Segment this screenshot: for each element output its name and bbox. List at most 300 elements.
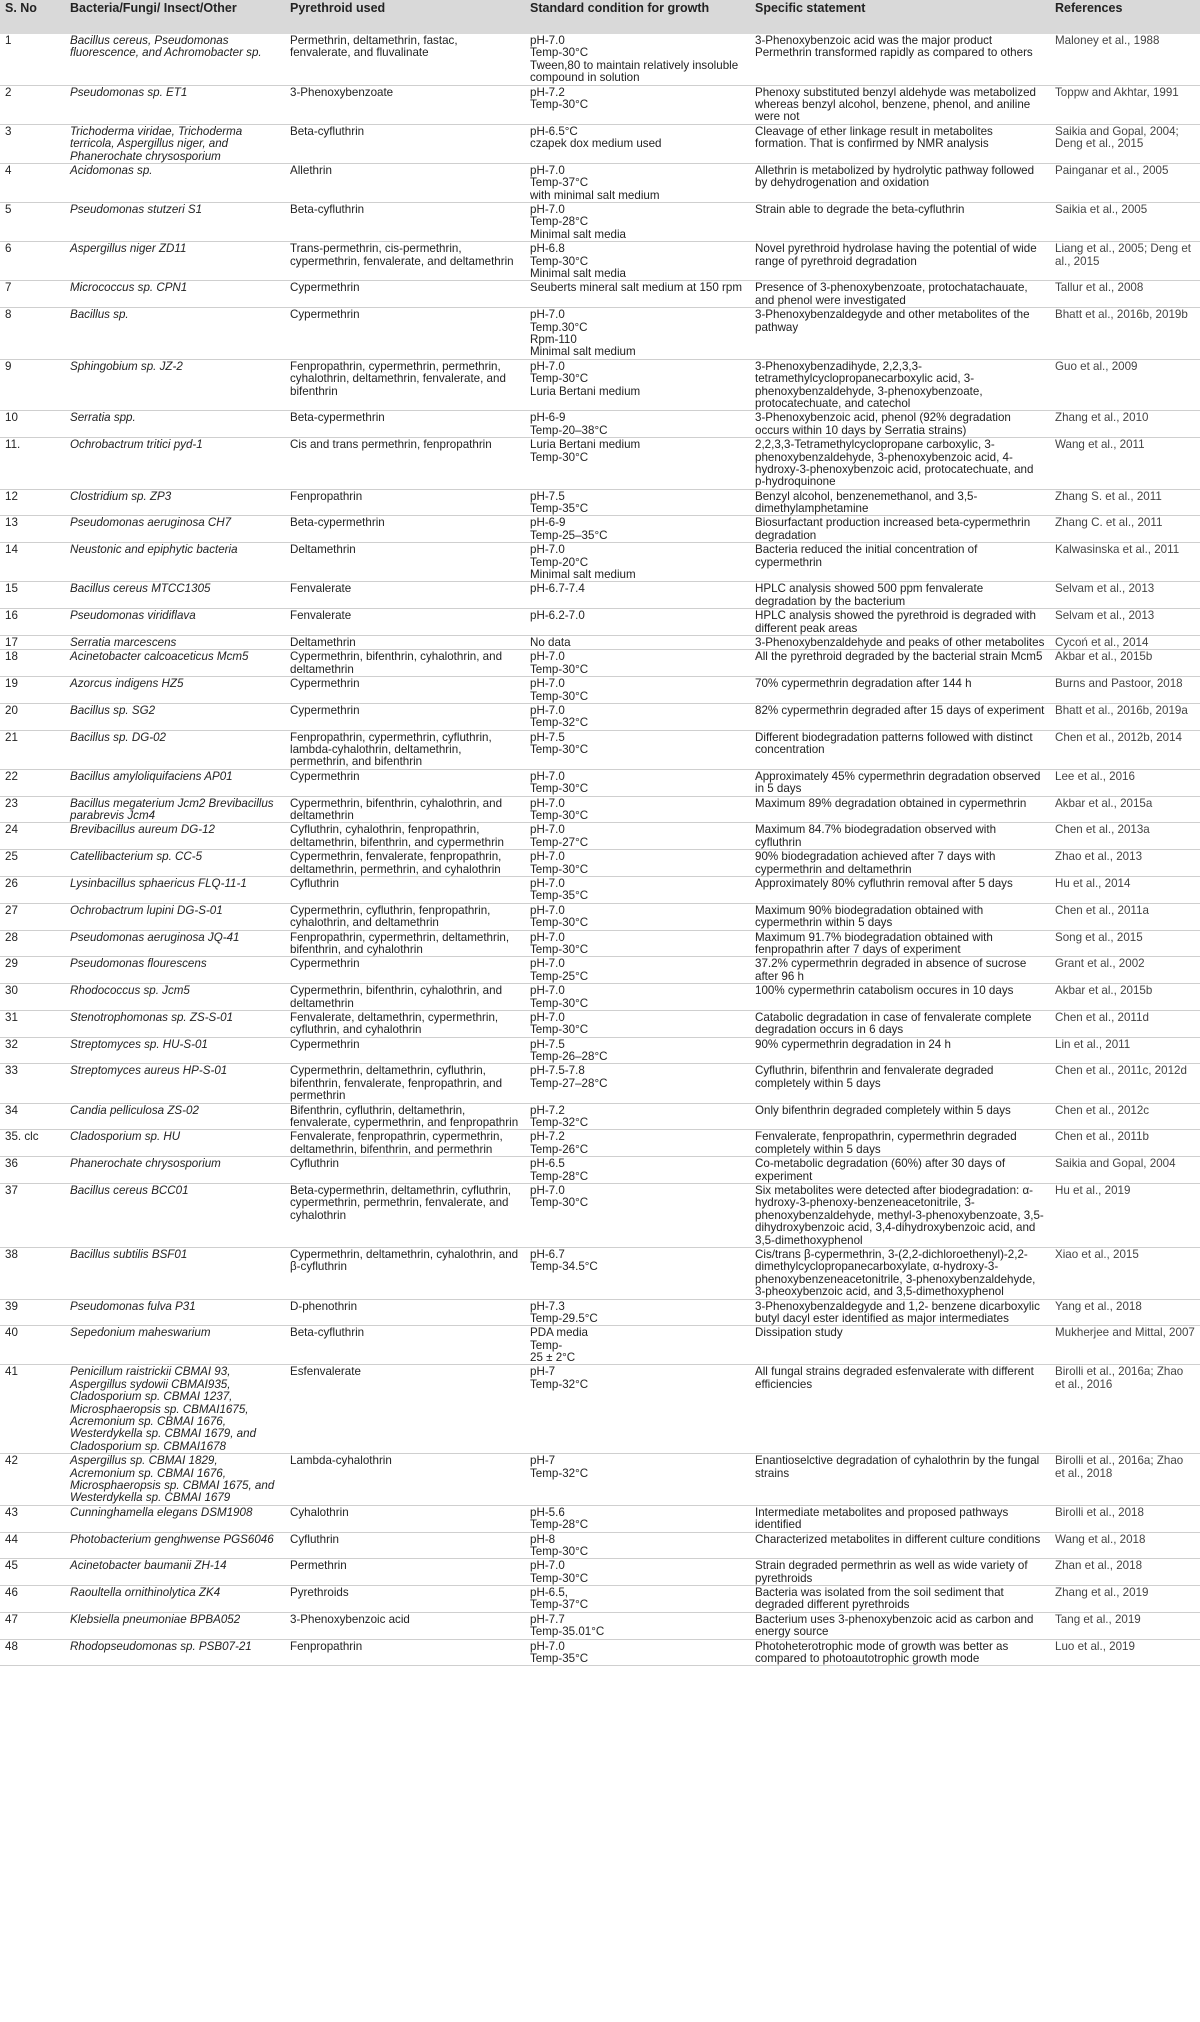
table-row — [0, 1299, 1200, 1326]
cell-reference: Song et al., 2015 — [1050, 930, 1200, 957]
cell-organism: Photobacterium genghwense PGS6046 — [65, 1532, 285, 1559]
cell-reference: Zhao et al., 2013 — [1050, 850, 1200, 877]
cell-pyrethroid: Cypermethrin, deltamethrin, cyfluthrin, bifenthrin, fenvalerate, fenpropathrin, and permethrin — [285, 1064, 525, 1103]
cell-organism: Bacillus cereus BCC01 — [65, 1183, 285, 1247]
table-row — [0, 1454, 1200, 1506]
table-row — [0, 677, 1200, 704]
table-row — [0, 1326, 1200, 1365]
cell-pyrethroid: Cypermethrin — [285, 703, 525, 730]
cell-statement: Catabolic degradation in case of fenvalerate complete degradation occurs in 6 days — [750, 1010, 1050, 1037]
cell-statement: Bacteria reduced the initial concentration of cypermethrin — [750, 543, 1050, 582]
cell-sno: 46 — [0, 1586, 65, 1613]
cell-pyrethroid: Cypermethrin, bifenthrin, cyhalothrin, and deltamethrin — [285, 650, 525, 677]
cell-statement: Only bifenthrin degraded completely within 5 days — [750, 1103, 1050, 1130]
cell-pyrethroid: Pyrethroids — [285, 1586, 525, 1613]
cell-statement: Photoheterotrophic mode of growth was better as compared to photoautotrophic growth mode — [750, 1639, 1050, 1666]
cell-reference: Akbar et al., 2015b — [1050, 984, 1200, 1011]
cell-pyrethroid: Deltamethrin — [285, 635, 525, 649]
cell-statement: Presence of 3-phenoxybenzoate, protochatachauate, and phenol were investigated — [750, 281, 1050, 308]
cell-organism: Rhodococcus sp. Jcm5 — [65, 984, 285, 1011]
cell-pyrethroid: 3-Phenoxybenzoic acid — [285, 1612, 525, 1639]
cell-sno: 9 — [0, 359, 65, 411]
cell-sno: 42 — [0, 1454, 65, 1506]
table-row — [0, 1532, 1200, 1559]
cell-pyrethroid: Fenpropathrin — [285, 489, 525, 516]
table-row — [0, 635, 1200, 649]
cell-condition: pH-7.0 Temp-30°C — [525, 677, 750, 704]
table-row — [0, 769, 1200, 796]
cell-condition: pH-6.8 Temp-30°C Minimal salt media — [525, 242, 750, 281]
cell-statement: Characterized metabolites in different culture conditions — [750, 1532, 1050, 1559]
table-row — [0, 203, 1200, 242]
cell-condition: pH-7.0 Temp-20°C Minimal salt medium — [525, 543, 750, 582]
cell-pyrethroid: Permethrin — [285, 1559, 525, 1586]
cell-pyrethroid: Fenpropathrin — [285, 1639, 525, 1666]
cell-sno: 47 — [0, 1612, 65, 1639]
cell-pyrethroid: Esfenvalerate — [285, 1365, 525, 1454]
table-row — [0, 1559, 1200, 1586]
cell-pyrethroid: Cis and trans permethrin, fenpropathrin — [285, 438, 525, 490]
cell-statement: Maximum 91.7% biodegradation obtained with fenpropathrin after 7 days of experiment — [750, 930, 1050, 957]
cell-pyrethroid: Beta-cypermethrin, deltamethrin, cyfluthrin, cypermethrin, permethrin, fenvalerate, and cyhalothrin — [285, 1183, 525, 1247]
table-row — [0, 650, 1200, 677]
cell-statement: Cis/trans β-cypermethrin, 3-(2,2-dichloroethenyl)-2,2-dimethylcyclopropanecarboxylate, α-hydroxy-3-phenoxybenzeneacetonitrile, 3-phenoxybenzaldehyde, 3-pheoxybenzoic acid, and 3,5-dimethoxyphenol — [750, 1247, 1050, 1299]
cell-reference: Saikia et al., 2005 — [1050, 203, 1200, 242]
cell-organism: Bacillus subtilis BSF01 — [65, 1247, 285, 1299]
cell-organism: Bacillus cereus, Pseudomonas fluorescence, and Achromobacter sp. — [65, 34, 285, 85]
cell-sno: 45 — [0, 1559, 65, 1586]
cell-pyrethroid: 3-Phenoxybenzoate — [285, 85, 525, 124]
cell-sno: 7 — [0, 281, 65, 308]
cell-sno: 19 — [0, 677, 65, 704]
cell-condition: pH-7.0 Temp-32°C — [525, 703, 750, 730]
table-row — [0, 1130, 1200, 1157]
cell-organism: Catellibacterium sp. CC-5 — [65, 850, 285, 877]
cell-statement: Phenoxy substituted benzyl aldehyde was metabolized whereas benzyl alcohol, benzene, phenol, and aniline were not — [750, 85, 1050, 124]
cell-sno: 44 — [0, 1532, 65, 1559]
cell-sno: 13 — [0, 516, 65, 543]
cell-sno: 26 — [0, 877, 65, 904]
cell-statement: 90% cypermethrin degradation in 24 h — [750, 1037, 1050, 1064]
cell-organism: Micrococcus sp. CPN1 — [65, 281, 285, 308]
cell-pyrethroid: Deltamethrin — [285, 543, 525, 582]
cell-sno: 16 — [0, 609, 65, 636]
cell-statement: Cyfluthrin, bifenthrin and fenvalerate degraded completely within 5 days — [750, 1064, 1050, 1103]
cell-pyrethroid: D-phenothrin — [285, 1299, 525, 1326]
table-row — [0, 957, 1200, 984]
cell-statement: Dissipation study — [750, 1326, 1050, 1365]
cell-statement: 3-Phenoxybenzaldegyde and 1,2- benzene dicarboxylic butyl dacyl ester identified as major intermediates — [750, 1299, 1050, 1326]
table-row — [0, 703, 1200, 730]
cell-pyrethroid: Cyfluthrin — [285, 1157, 525, 1184]
cell-pyrethroid: Cyfluthrin — [285, 877, 525, 904]
cell-organism: Ochrobactrum lupini DG-S-01 — [65, 903, 285, 930]
cell-organism: Cunninghamella elegans DSM1908 — [65, 1505, 285, 1532]
table-row — [0, 609, 1200, 636]
cell-condition: pH-6.7-7.4 — [525, 582, 750, 609]
cell-organism: Streptomyces aureus HP-S-01 — [65, 1064, 285, 1103]
table-row — [0, 1247, 1200, 1299]
cell-sno: 22 — [0, 769, 65, 796]
cell-statement: 3-Phenoxybenzadihyde, 2,2,3,3-tetramethylcyclopropanecarboxylic acid, 3-phenoxybenzaldehyde, 3-phenoxybenzoate, protocatechuate, and catechol — [750, 359, 1050, 411]
cell-condition: pH-7.0 Temp.30°C Rpm-110 Minimal salt medium — [525, 308, 750, 360]
cell-sno: 10 — [0, 411, 65, 438]
cell-statement: Bacteria was isolated from the soil sediment that degraded different pyrethroids — [750, 1586, 1050, 1613]
cell-statement: 2,2,3,3-Tetramethylcyclopropane carboxylic, 3-phenoxybenzaldehyde, 3-phenoxybenzoic acid, 4-hydroxy-3-phenoxybenzoic acid, protocatechuate, and p-hydroquinone — [750, 438, 1050, 490]
cell-pyrethroid: Fenvalerate, deltamethrin, cypermethrin, cyfluthrin, and cyhalothrin — [285, 1010, 525, 1037]
cell-organism: Bacillus sp. — [65, 308, 285, 360]
cell-sno: 31 — [0, 1010, 65, 1037]
cell-condition: pH-7.0 Temp-30°C — [525, 796, 750, 823]
cell-statement: Approximately 45% cypermethrin degradation observed in 5 days — [750, 769, 1050, 796]
cell-sno: 35. clc — [0, 1130, 65, 1157]
cell-condition: pH-7.5 Temp-26–28°C — [525, 1037, 750, 1064]
cell-condition: pH-7.2 Temp-30°C — [525, 85, 750, 124]
cell-sno: 12 — [0, 489, 65, 516]
cell-sno: 8 — [0, 308, 65, 360]
cell-statement: Benzyl alcohol, benzenemethanol, and 3,5-dimethylamphetamine — [750, 489, 1050, 516]
cell-reference: Bhatt et al., 2016b, 2019b — [1050, 308, 1200, 360]
cell-sno: 34 — [0, 1103, 65, 1130]
cell-reference: Saikia and Gopal, 2004 — [1050, 1157, 1200, 1184]
cell-condition: pH-7.0 Temp-30°C — [525, 650, 750, 677]
header-sno: S. No — [0, 0, 65, 34]
cell-condition: Luria Bertani medium Temp-30°C — [525, 438, 750, 490]
cell-condition: pH-7 Temp-32°C — [525, 1454, 750, 1506]
cell-statement: Different biodegradation patterns followed with distinct concentration — [750, 730, 1050, 769]
cell-pyrethroid: Fenpropathrin, cypermethrin, deltamethrin, bifenthrin, and cyhalothrin — [285, 930, 525, 957]
cell-statement: Maximum 84.7% biodegradation observed with cyfluthrin — [750, 823, 1050, 850]
cell-statement: 82% cypermethrin degraded after 15 days of experiment — [750, 703, 1050, 730]
table-row — [0, 984, 1200, 1011]
cell-pyrethroid: Cypermethrin, cyfluthrin, fenpropathrin, cyhalothrin, and deltamethrin — [285, 903, 525, 930]
cell-sno: 4 — [0, 163, 65, 202]
cell-reference: Birolli et al., 2016a; Zhao et al., 2018 — [1050, 1454, 1200, 1506]
cell-reference: Tang et al., 2019 — [1050, 1612, 1200, 1639]
cell-pyrethroid: Fenvalerate — [285, 609, 525, 636]
cell-reference: Zhang C. et al., 2011 — [1050, 516, 1200, 543]
cell-organism: Rhodopseudomonas sp. PSB07-21 — [65, 1639, 285, 1666]
cell-reference: Chen et al., 2011c, 2012d — [1050, 1064, 1200, 1103]
cell-reference: Maloney et al., 1988 — [1050, 34, 1200, 85]
table-row — [0, 730, 1200, 769]
cell-condition: pH-7.2 Temp-32°C — [525, 1103, 750, 1130]
cell-reference: Luo et al., 2019 — [1050, 1639, 1200, 1666]
cell-pyrethroid: Beta-cyfluthrin — [285, 124, 525, 163]
cell-condition: pH-7.0 Temp-30°C — [525, 1183, 750, 1247]
cell-condition: Seuberts mineral salt medium at 150 rpm — [525, 281, 750, 308]
cell-statement: Cleavage of ether linkage result in metabolites formation. That is confirmed by NMR analysis — [750, 124, 1050, 163]
cell-condition: pH-7.0 Temp-30°C — [525, 903, 750, 930]
cell-sno: 24 — [0, 823, 65, 850]
cell-reference: Chen et al., 2013a — [1050, 823, 1200, 850]
table-row — [0, 438, 1200, 490]
cell-statement: Maximum 89% degradation obtained in cypermethrin — [750, 796, 1050, 823]
cell-sno: 6 — [0, 242, 65, 281]
cell-pyrethroid: Lambda-cyhalothrin — [285, 1454, 525, 1506]
header-organism: Bacteria/Fungi/ Insect/Other — [65, 0, 285, 34]
cell-condition: pH-7.0 Temp-25°C — [525, 957, 750, 984]
cell-condition: pH-7.0 Temp-37°C with minimal salt medium — [525, 163, 750, 202]
cell-reference: Zhang et al., 2010 — [1050, 411, 1200, 438]
cell-sno: 30 — [0, 984, 65, 1011]
cell-pyrethroid: Cypermethrin, bifenthrin, cyhalothrin, and deltamethrin — [285, 984, 525, 1011]
table-row — [0, 1103, 1200, 1130]
cell-sno: 18 — [0, 650, 65, 677]
cell-reference: Saikia and Gopal, 2004; Deng et al., 2015 — [1050, 124, 1200, 163]
cell-statement: 3-Phenoxybenzoic acid was the major product Permethrin transformed rapidly as compared to others — [750, 34, 1050, 85]
cell-condition: pH-7.0 Temp-30°C — [525, 1010, 750, 1037]
cell-organism: Acinetobacter calcoaceticus Mcm5 — [65, 650, 285, 677]
cell-statement: Six metabolites were detected after biodegradation: α-hydroxy-3-phenoxy-benzeneacetonitrile, 3-phenoxybenzaldehyde, methyl-3-phenoxybenzoate, 3,5-dihydroxybenzoic acid, 3,4-dihydroxybenzoic acid, and 3,5-dimethoxyphenol — [750, 1183, 1050, 1247]
cell-reference: Chen et al., 2012b, 2014 — [1050, 730, 1200, 769]
cell-reference: Grant et al., 2002 — [1050, 957, 1200, 984]
table-row — [0, 1010, 1200, 1037]
header-statement: Specific statement — [750, 0, 1050, 34]
cell-statement: Co-metabolic degradation (60%) after 30 days of experiment — [750, 1157, 1050, 1184]
cell-organism: Trichoderma viridae, Trichoderma terricola, Aspergillus niger, and Phanerochate chrysosporium — [65, 124, 285, 163]
cell-organism: Aspergillus niger ZD11 — [65, 242, 285, 281]
cell-sno: 28 — [0, 930, 65, 957]
cell-organism: Aspergillus sp. CBMAI 1829, Acremonium sp. CBMAI 1676, Microsphaeropsis sp. CBMAI 1675, and Westerdykella sp. CBMAI 1679 — [65, 1454, 285, 1506]
cell-reference: Lee et al., 2016 — [1050, 769, 1200, 796]
table-row — [0, 489, 1200, 516]
table-row — [0, 1157, 1200, 1184]
cell-pyrethroid: Cypermethrin, bifenthrin, cyhalothrin, and deltamethrin — [285, 796, 525, 823]
cell-pyrethroid: Cyfluthrin, cyhalothrin, fenpropathrin, deltamethrin, bifenthrin, and cypermethrin — [285, 823, 525, 850]
cell-statement: Maximum 90% biodegradation obtained with cypermethrin within 5 days — [750, 903, 1050, 930]
cell-statement: Approximately 80% cyfluthrin removal after 5 days — [750, 877, 1050, 904]
cell-reference: Wang et al., 2011 — [1050, 438, 1200, 490]
table-row — [0, 1586, 1200, 1613]
cell-pyrethroid: Fenpropathrin, cypermethrin, cyfluthrin, lambda-cyhalothrin, deltamethrin, permethrin, and bifenthrin — [285, 730, 525, 769]
table-row — [0, 1365, 1200, 1454]
cell-organism: Pseudomonas viridiflava — [65, 609, 285, 636]
cell-statement: HPLC analysis showed the pyrethroid is degraded with different peak areas — [750, 609, 1050, 636]
cell-condition: pH-7 Temp-32°C — [525, 1365, 750, 1454]
cell-condition: pH-7.2 Temp-26°C — [525, 1130, 750, 1157]
cell-condition: pH-5.6 Temp-28°C — [525, 1505, 750, 1532]
table-row — [0, 1037, 1200, 1064]
cell-organism: Pseudomonas fulva P31 — [65, 1299, 285, 1326]
cell-pyrethroid: Beta-cypermethrin — [285, 516, 525, 543]
cell-organism: Bacillus amyloliquifaciens AP01 — [65, 769, 285, 796]
cell-pyrethroid: Cypermethrin — [285, 281, 525, 308]
table-row — [0, 1505, 1200, 1532]
cell-condition: pH-7.0 Temp-30°C Luria Bertani medium — [525, 359, 750, 411]
cell-organism: Pseudomonas aeruginosa JQ-41 — [65, 930, 285, 957]
cell-reference: Birolli et al., 2016a; Zhao et al., 2016 — [1050, 1365, 1200, 1454]
cell-reference: Painganar et al., 2005 — [1050, 163, 1200, 202]
table-row — [0, 1639, 1200, 1666]
cell-reference: Mukherjee and Mittal, 2007 — [1050, 1326, 1200, 1365]
cell-condition: No data — [525, 635, 750, 649]
cell-reference: Chen et al., 2011b — [1050, 1130, 1200, 1157]
cell-organism: Pseudomonas flourescens — [65, 957, 285, 984]
table-row — [0, 1064, 1200, 1103]
cell-condition: pH-7.0 Temp-30°C — [525, 850, 750, 877]
cell-reference: Xiao et al., 2015 — [1050, 1247, 1200, 1299]
cell-organism: Cladosporium sp. HU — [65, 1130, 285, 1157]
header-pyrethroid: Pyrethroid used — [285, 0, 525, 34]
cell-condition: pH-7.5 Temp-35°C — [525, 489, 750, 516]
cell-statement: 90% biodegradation achieved after 7 days with cypermethrin and deltamethrin — [750, 850, 1050, 877]
table-row — [0, 163, 1200, 202]
cell-pyrethroid: Beta-cyfluthrin — [285, 1326, 525, 1365]
cell-sno: 27 — [0, 903, 65, 930]
cell-statement: Enantioselctive degradation of cyhalothrin by the fungal strains — [750, 1454, 1050, 1506]
table-row — [0, 359, 1200, 411]
table-row — [0, 1612, 1200, 1639]
cell-condition: pH-7.7 Temp-35.01°C — [525, 1612, 750, 1639]
cell-sno: 17 — [0, 635, 65, 649]
cell-organism: Pseudomonas aeruginosa CH7 — [65, 516, 285, 543]
cell-condition: pH-7.5-7.8 Temp-27–28°C — [525, 1064, 750, 1103]
table-row — [0, 124, 1200, 163]
cell-organism: Serratia spp. — [65, 411, 285, 438]
cell-pyrethroid: Cypermethrin — [285, 957, 525, 984]
cell-organism: Stenotrophomonas sp. ZS-S-01 — [65, 1010, 285, 1037]
cell-condition: pH-7.0 Temp-35°C — [525, 877, 750, 904]
cell-reference: Hu et al., 2019 — [1050, 1183, 1200, 1247]
cell-organism: Serratia marcescens — [65, 635, 285, 649]
table-row — [0, 543, 1200, 582]
table-row — [0, 903, 1200, 930]
cell-pyrethroid: Cypermethrin — [285, 677, 525, 704]
cell-sno: 15 — [0, 582, 65, 609]
cell-pyrethroid: Cypermethrin — [285, 769, 525, 796]
cell-reference: Selvam et al., 2013 — [1050, 609, 1200, 636]
cell-pyrethroid: Cyhalothrin — [285, 1505, 525, 1532]
cell-reference: Tallur et al., 2008 — [1050, 281, 1200, 308]
cell-sno: 5 — [0, 203, 65, 242]
cell-pyrethroid: Cypermethrin, fenvalerate, fenpropathrin, deltamethrin, permethrin, and cyhalothrin — [285, 850, 525, 877]
cell-sno: 40 — [0, 1326, 65, 1365]
cell-sno: 38 — [0, 1247, 65, 1299]
table-row — [0, 823, 1200, 850]
table-row — [0, 34, 1200, 85]
cell-organism: Phanerochate chrysosporium — [65, 1157, 285, 1184]
cell-statement: Novel pyrethroid hydrolase having the potential of wide range of pyrethroid degradation — [750, 242, 1050, 281]
cell-pyrethroid: Cypermethrin, deltamethrin, cyhalothrin, and β-cyfluthrin — [285, 1247, 525, 1299]
cell-condition: pH-7.0 Temp-30°C — [525, 930, 750, 957]
cell-reference: Zhang et al., 2019 — [1050, 1586, 1200, 1613]
cell-reference: Burns and Pastoor, 2018 — [1050, 677, 1200, 704]
header-row — [0, 0, 1200, 34]
cell-condition: pH-7.0 Temp-30°C — [525, 984, 750, 1011]
cell-condition: pH-6.5 Temp-28°C — [525, 1157, 750, 1184]
cell-sno: 20 — [0, 703, 65, 730]
cell-organism: Brevibacillus aureum DG-12 — [65, 823, 285, 850]
cell-sno: 48 — [0, 1639, 65, 1666]
cell-sno: 43 — [0, 1505, 65, 1532]
cell-sno: 39 — [0, 1299, 65, 1326]
cell-condition: pH-7.0 Temp-27°C — [525, 823, 750, 850]
cell-sno: 37 — [0, 1183, 65, 1247]
cell-statement: 100% cypermethrin catabolism occures in 10 days — [750, 984, 1050, 1011]
cell-organism: Klebsiella pneumoniae BPBA052 — [65, 1612, 285, 1639]
cell-statement: Allethrin is metabolized by hydrolytic pathway followed by dehydrogenation and oxidation — [750, 163, 1050, 202]
cell-reference: Cycoń et al., 2014 — [1050, 635, 1200, 649]
cell-condition: pH-6.7 Temp-34.5°C — [525, 1247, 750, 1299]
cell-condition: pH-7.0 Temp-30°C — [525, 769, 750, 796]
cell-organism: Pseudomonas stutzeri S1 — [65, 203, 285, 242]
cell-organism: Pseudomonas sp. ET1 — [65, 85, 285, 124]
table-row — [0, 930, 1200, 957]
cell-condition: pH-6.2-7.0 — [525, 609, 750, 636]
cell-organism: Ochrobactrum tritici pyd-1 — [65, 438, 285, 490]
cell-reference: Chen et al., 2011d — [1050, 1010, 1200, 1037]
cell-pyrethroid: Fenvalerate — [285, 582, 525, 609]
cell-sno: 32 — [0, 1037, 65, 1064]
cell-sno: 29 — [0, 957, 65, 984]
cell-reference: Lin et al., 2011 — [1050, 1037, 1200, 1064]
cell-reference: Chen et al., 2011a — [1050, 903, 1200, 930]
cell-sno: 25 — [0, 850, 65, 877]
cell-condition: pH-7.0 Temp-28°C Minimal salt media — [525, 203, 750, 242]
cell-condition: PDA media Temp- 25 ± 2°C — [525, 1326, 750, 1365]
cell-pyrethroid: Beta-cypermethrin — [285, 411, 525, 438]
cell-statement: 3-Phenoxybenzaldehyde and peaks of other metabolites — [750, 635, 1050, 649]
table-row — [0, 242, 1200, 281]
cell-sno: 23 — [0, 796, 65, 823]
cell-pyrethroid: Allethrin — [285, 163, 525, 202]
cell-sno: 41 — [0, 1365, 65, 1454]
cell-sno: 3 — [0, 124, 65, 163]
cell-organism: Neustonic and epiphytic bacteria — [65, 543, 285, 582]
table-row — [0, 411, 1200, 438]
cell-reference: Akbar et al., 2015a — [1050, 796, 1200, 823]
table-row — [0, 85, 1200, 124]
cell-condition: pH-6.5, Temp-37°C — [525, 1586, 750, 1613]
cell-reference: Kalwasinska et al., 2011 — [1050, 543, 1200, 582]
cell-organism: Bacillus sp. DG-02 — [65, 730, 285, 769]
cell-reference: Wang et al., 2018 — [1050, 1532, 1200, 1559]
cell-statement: Bacterium uses 3-phenoxybenzoic acid as carbon and energy source — [750, 1612, 1050, 1639]
cell-reference: Toppw and Akhtar, 1991 — [1050, 85, 1200, 124]
cell-condition: pH-7.0 Temp-35°C — [525, 1639, 750, 1666]
cell-sno: 11. — [0, 438, 65, 490]
cell-organism: Bacillus megaterium Jcm2 Brevibacillus parabrevis Jcm4 — [65, 796, 285, 823]
cell-organism: Bacillus cereus MTCC1305 — [65, 582, 285, 609]
cell-organism: Sepedonium maheswarium — [65, 1326, 285, 1365]
cell-reference: Guo et al., 2009 — [1050, 359, 1200, 411]
cell-statement: 70% cypermethrin degradation after 144 h — [750, 677, 1050, 704]
cell-pyrethroid: Cypermethrin — [285, 1037, 525, 1064]
cell-condition: pH-7.3 Temp-29.5°C — [525, 1299, 750, 1326]
cell-pyrethroid: Trans-permethrin, cis-permethrin, cypermethrin, fenvalerate, and deltamethrin — [285, 242, 525, 281]
cell-pyrethroid: Cypermethrin — [285, 308, 525, 360]
cell-sno: 36 — [0, 1157, 65, 1184]
cell-sno: 1 — [0, 34, 65, 85]
cell-pyrethroid: Permethrin, deltamethrin, fastac, fenvalerate, and fluvalinate — [285, 34, 525, 85]
table-row — [0, 516, 1200, 543]
cell-condition: pH-7.5 Temp-30°C — [525, 730, 750, 769]
cell-reference: Hu et al., 2014 — [1050, 877, 1200, 904]
cell-reference: Birolli et al., 2018 — [1050, 1505, 1200, 1532]
cell-organism: Acidomonas sp. — [65, 163, 285, 202]
cell-statement: Biosurfactant production increased beta-cypermethrin degradation — [750, 516, 1050, 543]
cell-organism: Penicillum raistrickii CBMAI 93, Aspergillus sydowii CBMAI935, Cladosporium sp. CBMAI 1237, Microsphaeropsis sp. CBMAI1675, Acremonium sp. CBMAI 1676, Westerdykella sp. CBMAI 1679, and Cladosporium sp. CBMAI1678 — [65, 1365, 285, 1454]
table-row — [0, 1183, 1200, 1247]
cell-statement: Strain degraded permethrin as well as wide variety of pyrethroids — [750, 1559, 1050, 1586]
cell-reference: Yang et al., 2018 — [1050, 1299, 1200, 1326]
cell-reference: Liang et al., 2005; Deng et al., 2015 — [1050, 242, 1200, 281]
table-row — [0, 281, 1200, 308]
cell-pyrethroid: Fenpropathrin, cypermethrin, permethrin, cyhalothrin, deltamethrin, fenvalerate, and bifenthrin — [285, 359, 525, 411]
cell-pyrethroid: Beta-cyfluthrin — [285, 203, 525, 242]
table-row — [0, 850, 1200, 877]
